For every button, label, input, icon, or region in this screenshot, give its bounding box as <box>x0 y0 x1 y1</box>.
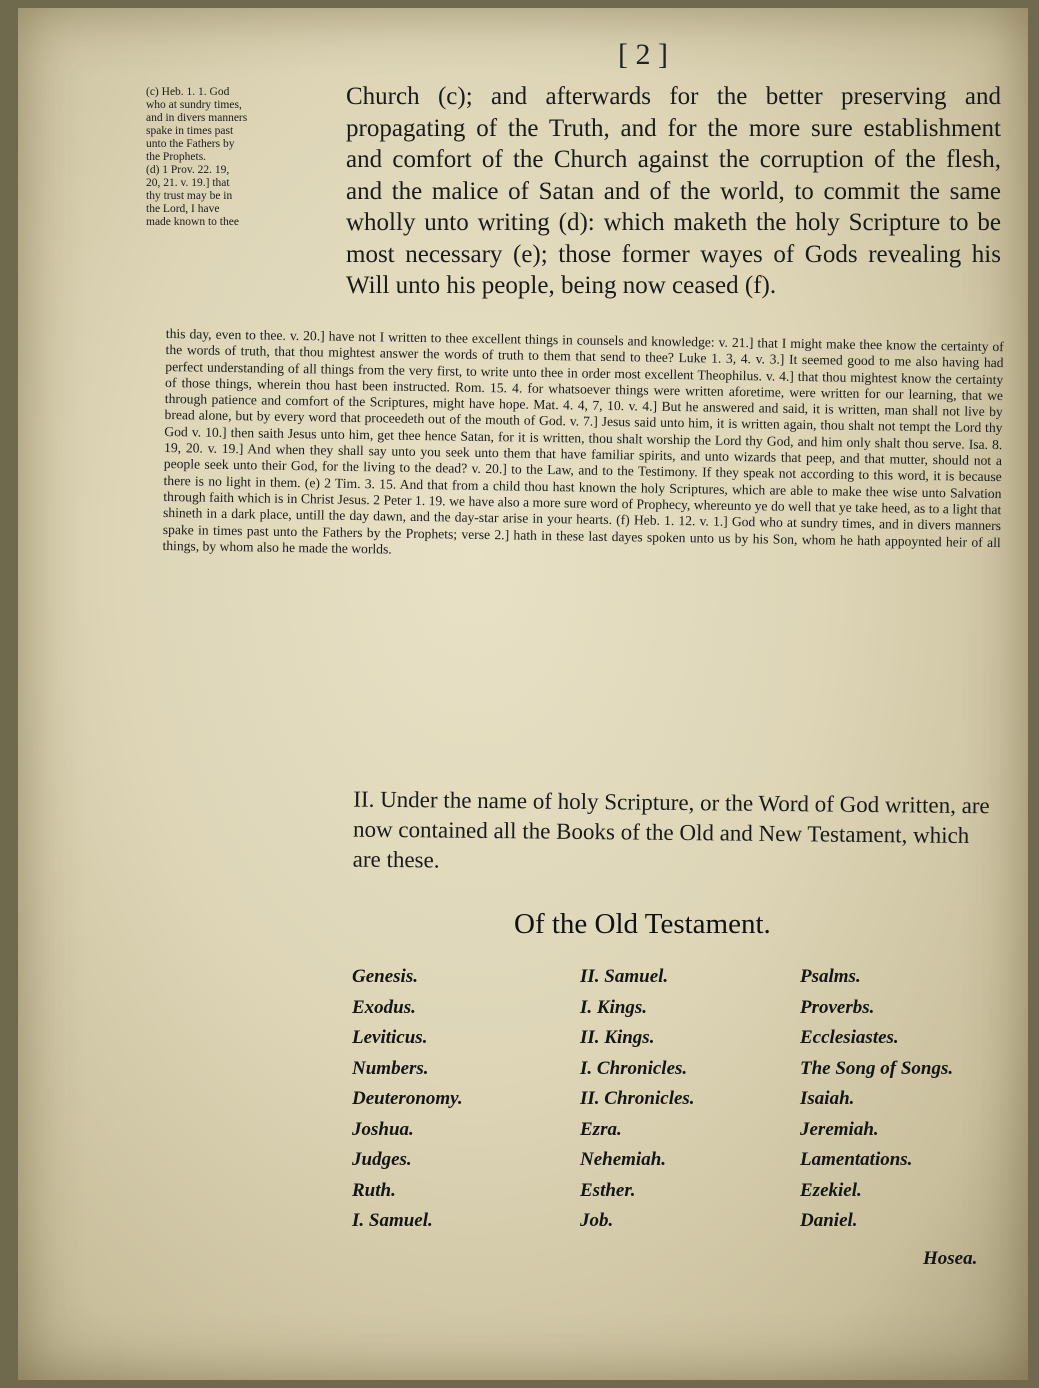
book-name: II. Kings. <box>580 1027 655 1048</box>
book-name: Isaiah. <box>800 1088 855 1109</box>
books-column-3 <box>800 966 953 1241</box>
book-name: Ecclesiastes. <box>800 1027 899 1048</box>
book-name: Joshua. <box>352 1118 414 1140</box>
book-name: Nehemiah. <box>580 1149 667 1170</box>
book-name: Leviticus. <box>352 1027 428 1048</box>
book-name: The Song of Songs. <box>800 1057 954 1079</box>
book-name: I. Samuel. <box>352 1210 433 1231</box>
book-name: Ruth. <box>352 1179 396 1201</box>
margin-note-line: who at sundry times, <box>146 99 242 111</box>
margin-note-line: 20, 21. v. 19.] that <box>146 177 230 189</box>
book-name: Genesis. <box>352 966 418 987</box>
margin-note-line: spake in times past <box>146 125 234 137</box>
book-name: Deuteronomy. <box>352 1088 463 1109</box>
margin-note-line: thy trust may be in <box>146 190 233 202</box>
scripture-notes: this day, even to thee. v. 20.] have not I written to thee excellent things in counsels and knowledge: v. 21.] that I might make thee know the certainty of the words of truth, that thou mightest answer the words of truth to them that send to thee? Luke 1. 3, 4. v. 3.] It seemed good to me also having had perfect understanding of all things from the very first, to write unto thee in order most excellent Theophilus. v. 4.] that thou mightest know the certainty of those things, wherein thou hast been instructed. Rom. 15. 4. for whatsoever things were written aforetime, were written for our learning, that we through patience and comfort of the Scriptures, might have hope. Mat. 4. 4, 7, 10. v. 4.] But he answered and said, it is written, man shall not live by bread alone, but by every word that proceedeth out of the mouth of God. v. 7.] Jesus said unto him, it is written again, thou shalt not tempt the Lord thy God v. 10.] then saith Jesus unto him, get thee hence Satan, for it is written, thou shalt worship the Lord thy God, and him only shalt thou serve. Isa. 8. 19, 20. v. 19.] And when they shall say unto you seek unto them that have familiar spirits, and unto wizards that peep, and that mutter, should not a people seek unto their God, for the living to the dead? v. 20.] to the Law, and to the Testimony. If they speak not according to this word, it is because there is no light in them. (e) 2 Tim. 3. 15. And that from a child thou hast known the holy Scriptures, which are able to make thee wise unto Salvation through faith which is in Christ Jesus. 2 Peter 1. 19. we have also a more sure word of Prophecy, whereunto ye do well that ye take heed, as to a light that shineth in a dark place, untill the day dawn, and the day-star arise in your hearts. (f) Heb. 1. 12. v. 1.] God who at sundry times, and in divers manners spake in times past unto the Fathers by the Prophets; verse 2.] hath in these last dayes spoken unto us by his Son, whom he hath appoynted heir of all things, by whom also he made the worlds. <box>162 326 1004 557</box>
book-name: Jeremiah. <box>800 1118 879 1140</box>
books-list <box>338 966 1018 1266</box>
book-name: I. Kings. <box>580 996 648 1018</box>
book-name: Psalms. <box>800 966 861 987</box>
book-name: Proverbs. <box>800 996 875 1018</box>
book-name: Ezra. <box>580 1118 622 1140</box>
book-name: Lamentations. <box>800 1149 913 1170</box>
section-ii-paragraph: II. Under the name of holy Scripture, or the Word of God written, are now contained all the Books of the Old and New Testament, which are these. <box>352 786 990 873</box>
margin-note-line: made known to thee <box>146 216 239 228</box>
page-number: [ 2 ] <box>618 38 668 71</box>
margin-note-line: unto the Fathers by <box>146 138 235 150</box>
main-paragraph: Church (c); and afterwards for the better preserving and propagating of the Truth, and for the more sure establishment and comfort of the Church against the corruption of the flesh, and the malice of Satan and of the world, to commit the same wholly unto writing (d): which maketh the holy Scripture to be most necessary (e); those former wayes of Gods revealing his Will unto his people, being now ceased (f). <box>346 83 1001 299</box>
book-name: Ezekiel. <box>800 1179 862 1201</box>
margin-note-line: (d) 1 Prov. 22. 19, <box>146 164 230 176</box>
book-name: I. Chronicles. <box>580 1057 688 1079</box>
books-column-2 <box>580 966 695 1241</box>
margin-note <box>146 86 340 229</box>
margin-note-line: the Prophets. <box>146 151 207 163</box>
book-name: Exodus. <box>352 996 416 1018</box>
book-page <box>18 8 1028 1380</box>
catchword-book: Hosea. <box>923 1248 978 1269</box>
margin-note-line: the Lord, I have <box>146 203 220 215</box>
book-name: Judges. <box>352 1149 412 1170</box>
book-name: II. Chronicles. <box>580 1088 695 1109</box>
old-testament-heading: Of the Old Testament. <box>514 908 771 940</box>
book-name: Daniel. <box>800 1210 858 1231</box>
books-column-1 <box>352 966 463 1241</box>
book-name: Numbers. <box>352 1057 429 1079</box>
margin-note-line: (c) Heb. 1. 1. God <box>146 86 230 98</box>
book-name: Job. <box>580 1210 614 1231</box>
margin-note-line: and in divers manners <box>146 112 248 124</box>
book-name: II. Samuel. <box>580 966 669 987</box>
book-name: Esther. <box>580 1179 636 1201</box>
